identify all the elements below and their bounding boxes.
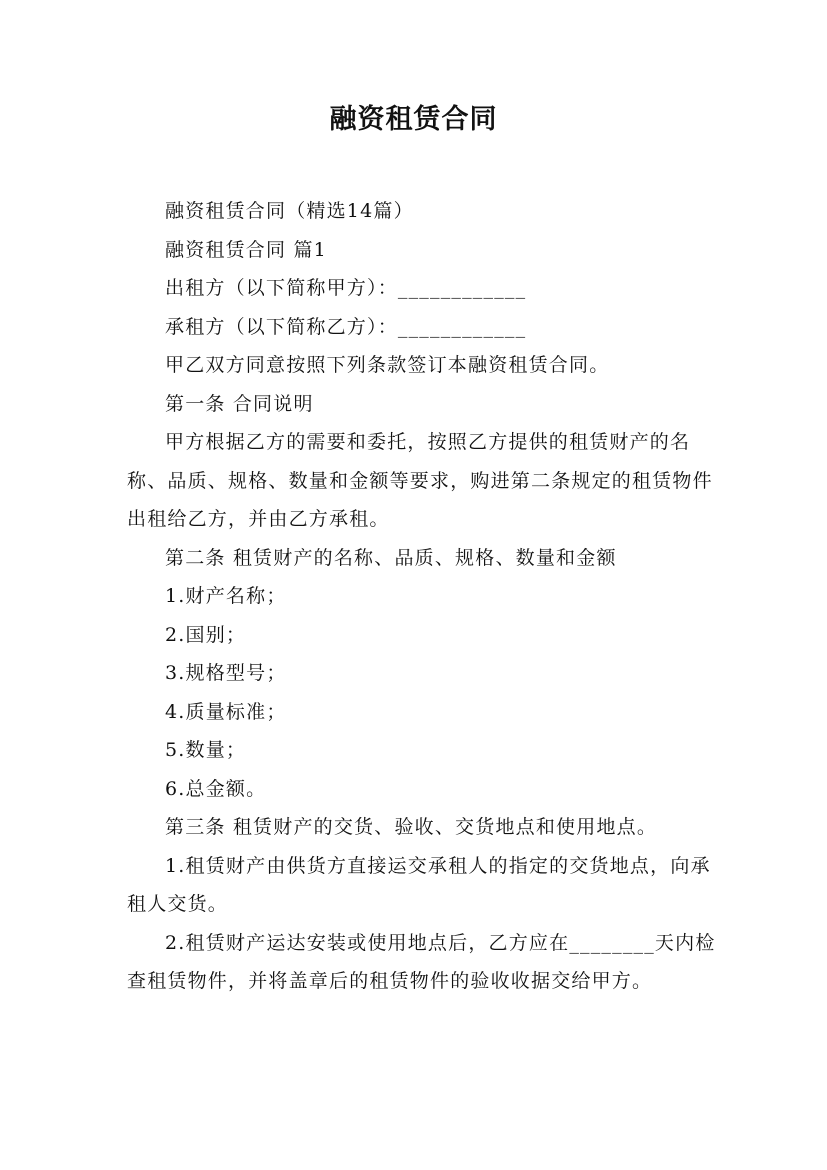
document-title: 融资租赁合同: [329, 104, 498, 135]
paragraph-article-1-body: 甲方根据乙方的需要和委托，按照乙方提供的租赁财产的名称、品质、规格、数量和金额等要求，购进第二条规定的租赁物件出租给乙方，并由乙方承租。: [127, 431, 713, 530]
paragraph-item-3: 3.规格型号；: [165, 662, 287, 684]
paragraph-article-3-heading: 第三条 租赁财产的交货、验收、交货地点和使用地点。: [165, 816, 658, 838]
paragraph-article-3-item-2: 2.租赁财产运达安装或使用地点后，乙方应在________天内检查租赁物件，并将盖章后的租赁物件的验收收据交给甲方。: [127, 931, 716, 992]
paragraph-lessee: 承租方（以下简称乙方）：____________: [165, 315, 527, 338]
document-body: [127, 192, 717, 1001]
paragraph-item-5: 5.数量；: [165, 739, 247, 761]
paragraph-agreement: 甲乙双方同意按照下列条款签订本融资租赁合同。: [165, 354, 610, 376]
paragraph-item-2: 2.国别；: [165, 623, 247, 646]
paragraph-article-2-heading: 第二条 租赁财产的名称、品质、规格、数量和金额: [165, 546, 617, 569]
paragraph-article-1-heading: 第一条 合同说明: [165, 392, 314, 415]
paragraph-section-heading: 融资租赁合同 篇1: [165, 238, 327, 261]
paragraph-item-4: 4.质量标准；: [165, 700, 287, 723]
paragraph-subtitle: 融资租赁合同（精选14篇）: [165, 200, 414, 222]
paragraph-article-3-item-1: 1.租赁财产由供货方直接运交承租人的指定的交货地点，向承租人交货。: [127, 854, 711, 915]
paragraph-item-1: 1.财产名称；: [165, 585, 287, 607]
paragraph-lessor: 出租方（以下简称甲方）：____________: [165, 277, 527, 299]
paragraph-item-6: 6.总金额。: [165, 777, 267, 800]
